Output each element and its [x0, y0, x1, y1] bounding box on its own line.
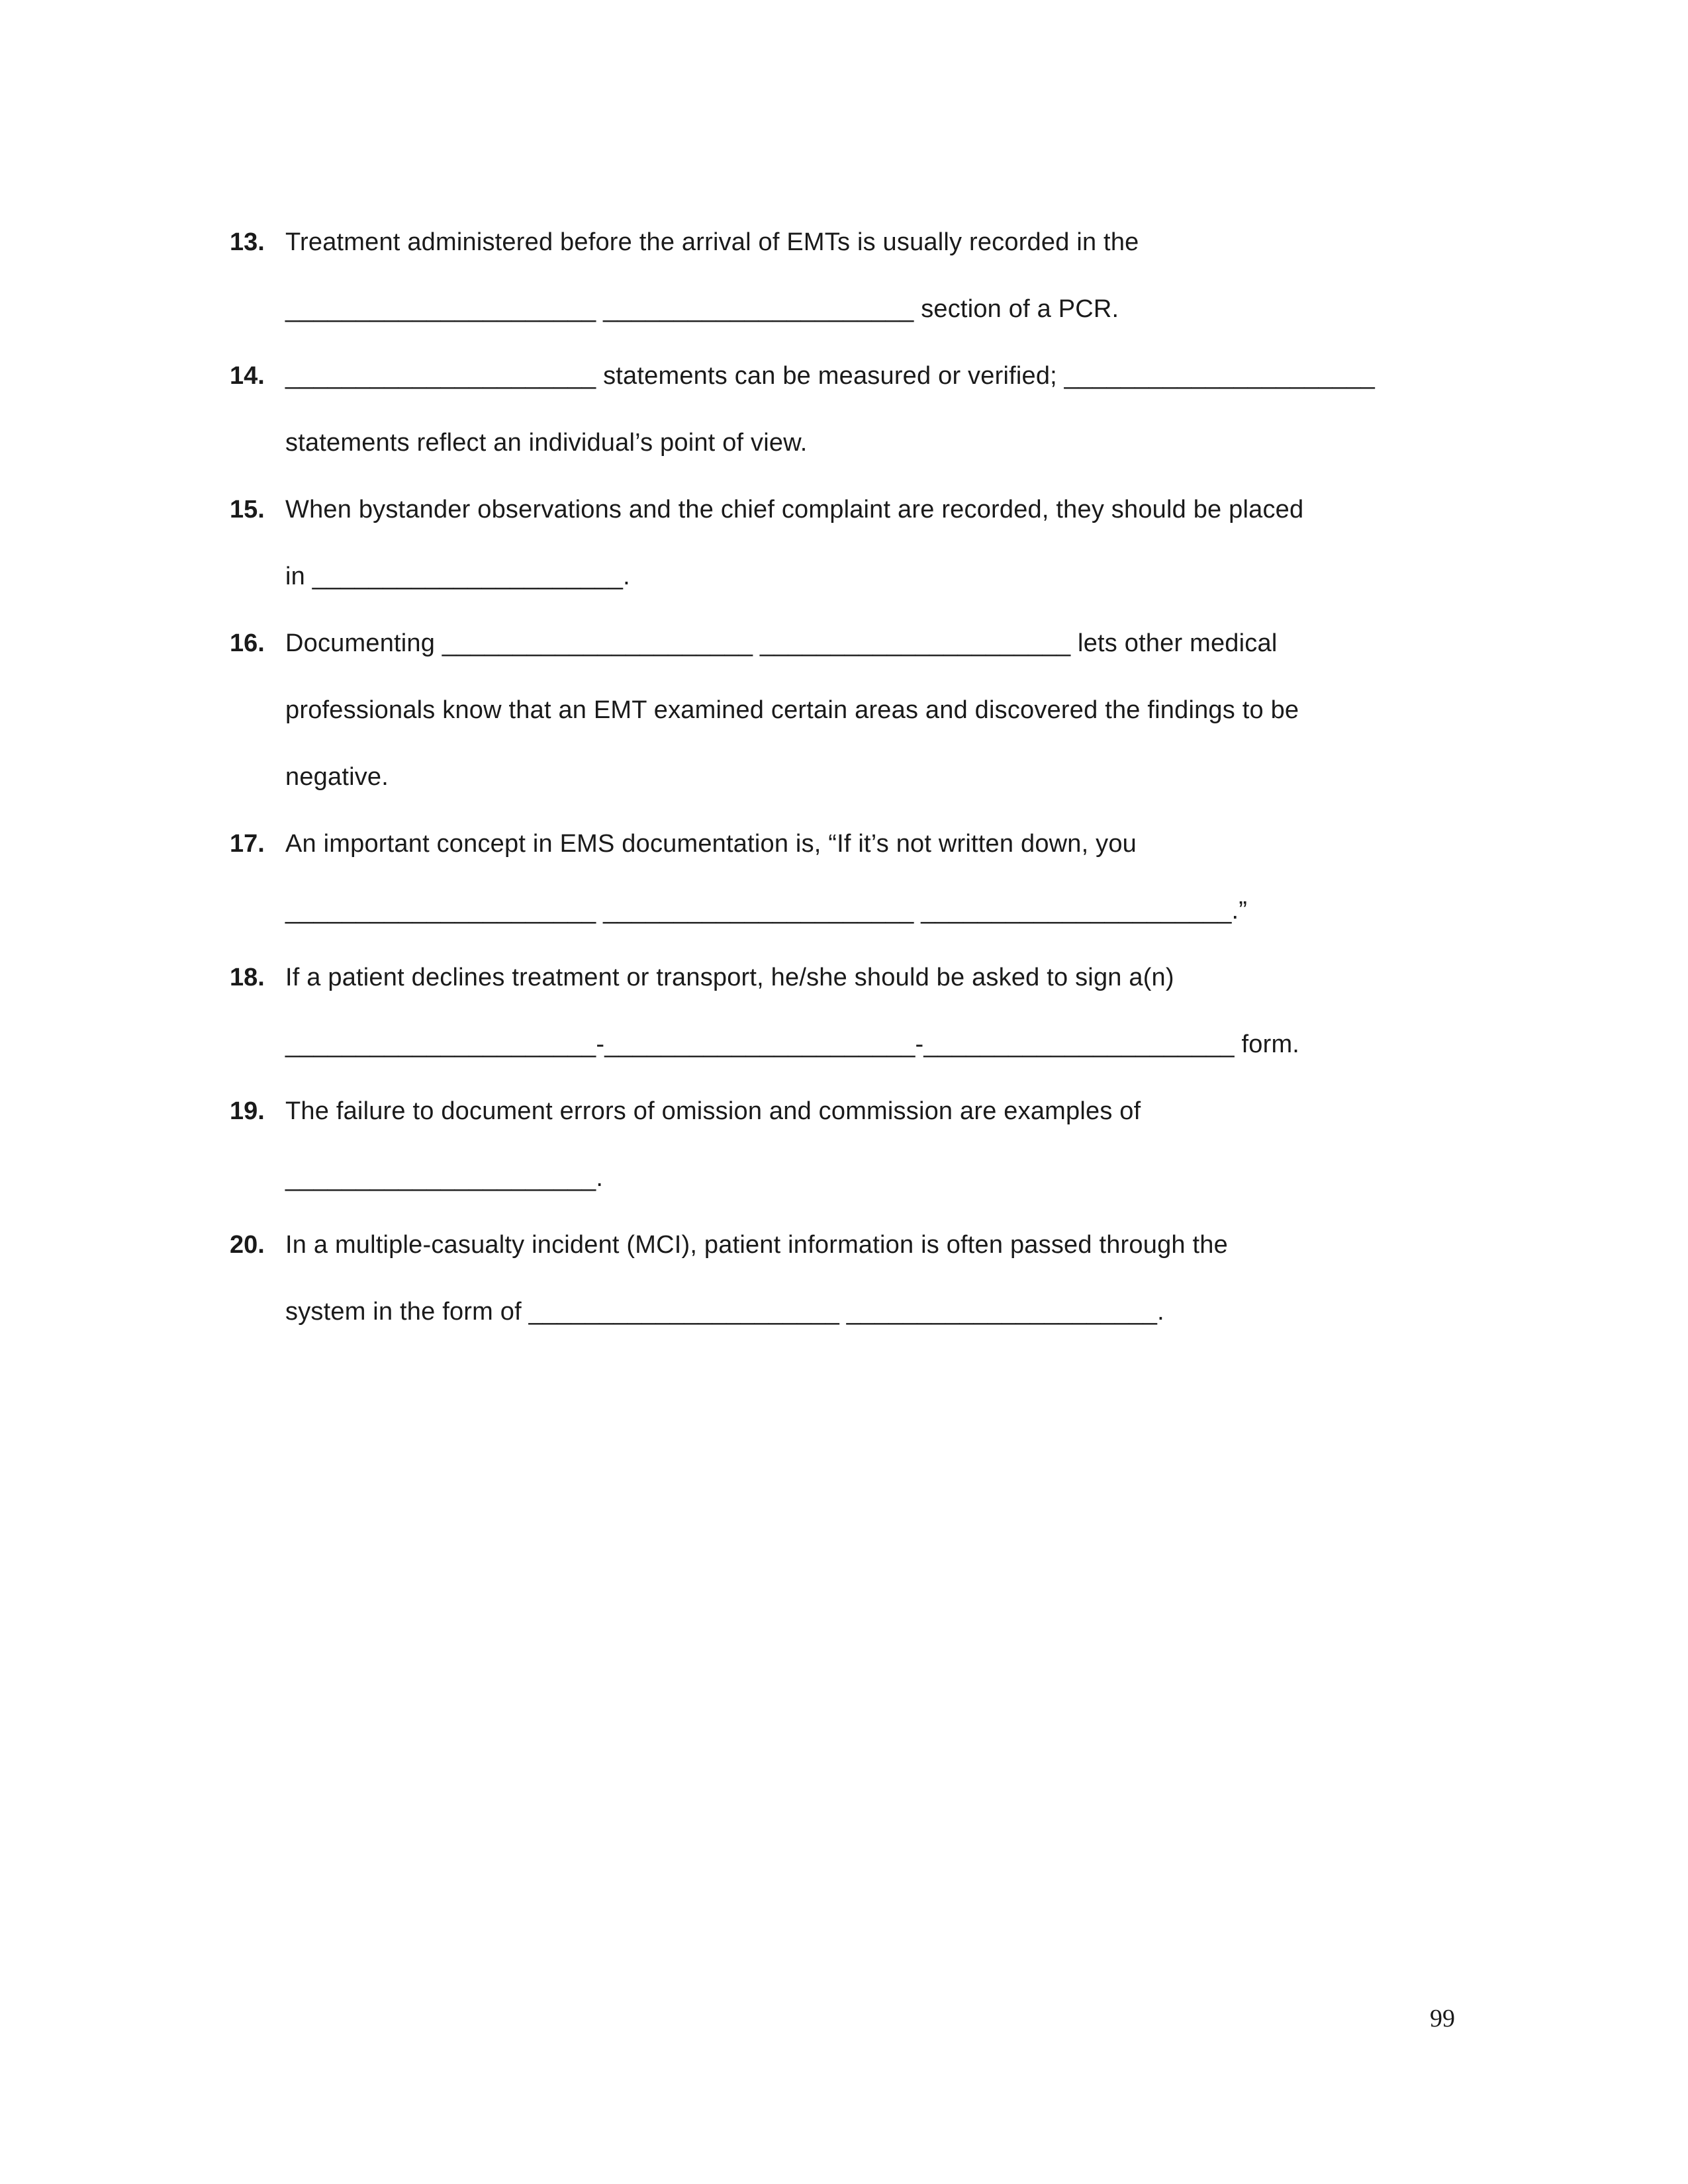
question-line-blank: ______________________. — [285, 1164, 604, 1192]
question-line: An important concept in EMS documentation is, “If it’s not written down, you — [285, 830, 1137, 858]
question-16 — [230, 610, 1487, 811]
question-number: 19. — [230, 1097, 265, 1125]
question-line: professionals know that an EMT examined certain areas and discovered the findings to be — [285, 696, 1299, 724]
question-number: 20. — [230, 1231, 265, 1259]
question-line-blank: ______________________ statements can be measured or verified; ______________________ — [285, 362, 1376, 390]
question-number: 18. — [230, 964, 265, 991]
question-line-blank: system in the form of ______________________ ______________________. — [285, 1298, 1164, 1326]
question-15 — [230, 477, 1487, 610]
question-line-blank: in ______________________. — [285, 563, 630, 590]
question-number: 16. — [230, 629, 265, 657]
question-line-blank: Documenting ______________________ ______________________ lets other medical — [285, 629, 1278, 657]
question-number: 17. — [230, 830, 265, 858]
question-number: 14. — [230, 362, 265, 390]
question-18 — [230, 944, 1487, 1078]
question-line: The failure to document errors of omission and commission are examples of — [285, 1097, 1141, 1125]
question-line: Treatment administered before the arrival of EMTs is usually recorded in the — [285, 228, 1139, 256]
questions-list — [230, 209, 1487, 1345]
page-number: 99 — [1430, 2005, 1455, 2032]
question-line: When bystander observations and the chief complaint are recorded, they should be placed — [285, 496, 1304, 523]
question-19 — [230, 1078, 1487, 1212]
question-line: If a patient declines treatment or transport, he/she should be asked to sign a(n) — [285, 964, 1174, 991]
question-17 — [230, 811, 1487, 944]
question-line: negative. — [285, 763, 389, 791]
question-line-blank: ______________________ ______________________ ______________________.” — [285, 897, 1248, 925]
question-line: statements reflect an individual’s point of view. — [285, 429, 808, 457]
question-number: 15. — [230, 496, 265, 523]
question-line-blank: ______________________-______________________-______________________ form. — [285, 1030, 1300, 1058]
question-number: 13. — [230, 228, 265, 256]
question-line: In a multiple-casualty incident (MCI), patient information is often passed through the — [285, 1231, 1228, 1259]
question-13 — [230, 209, 1487, 343]
question-line-blank: ______________________ ______________________ section of a PCR. — [285, 295, 1119, 323]
question-14 — [230, 343, 1487, 477]
question-20 — [230, 1212, 1487, 1345]
